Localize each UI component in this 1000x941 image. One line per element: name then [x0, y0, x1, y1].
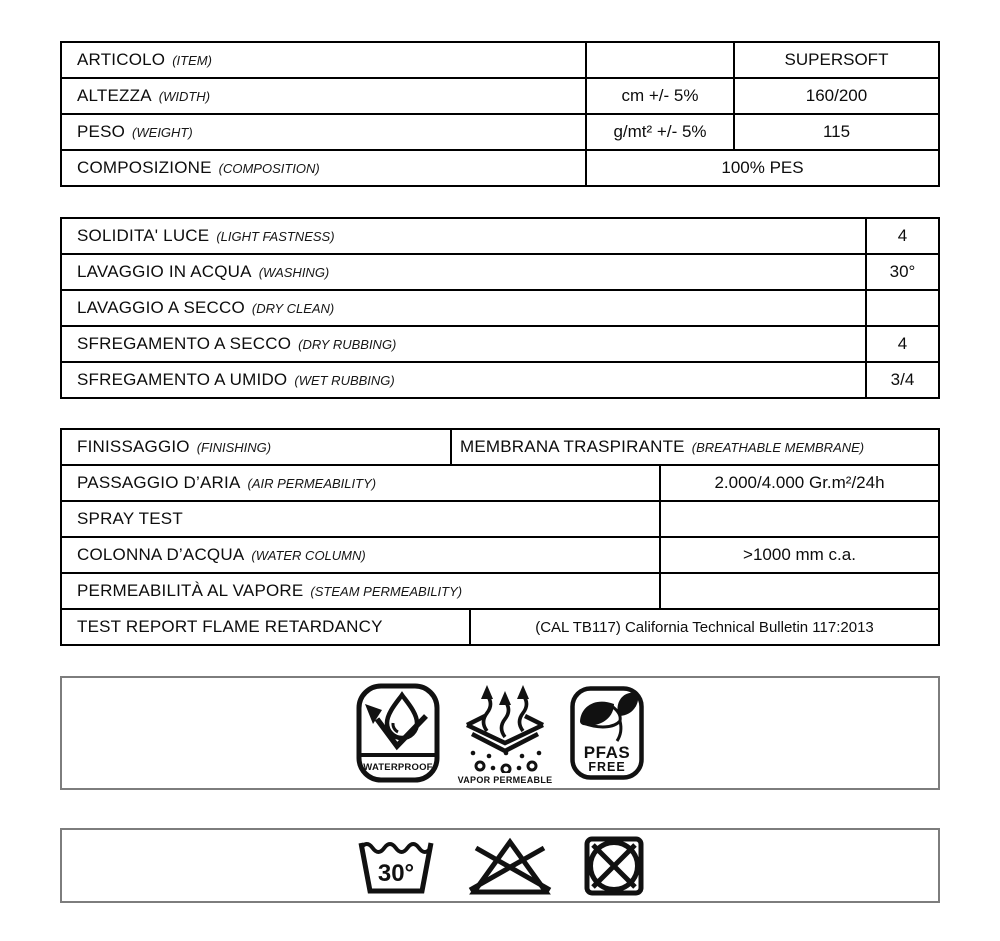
vapor-permeable-label: VAPOR PERMEABLE: [457, 775, 553, 785]
leaf-icon: [580, 692, 638, 741]
table-row: [62, 430, 938, 464]
row-label-cell: [62, 363, 865, 397]
row-label: SPRAY TEST: [77, 509, 183, 528]
do-not-bleach-icon: [466, 835, 554, 897]
row-sublabel: (DRY CLEAN): [251, 300, 335, 316]
row-sublabel: (DRY RUBBING): [298, 336, 397, 352]
spec-table-fastness: [60, 217, 940, 399]
row-sublabel: (STEAM PERMEABILITY): [310, 583, 463, 599]
wash-temperature-label: 30°: [377, 859, 415, 887]
row-label-cell: [62, 219, 865, 253]
row-label-cell: [62, 610, 469, 644]
row-unit: [585, 43, 733, 77]
table-row: [62, 325, 938, 361]
row-value: (CAL TB117) California Technical Bulletin 117:2013: [469, 610, 938, 644]
row-label: FINISSAGGIO: [77, 437, 190, 456]
row-label: SFREGAMENTO A UMIDO: [77, 370, 288, 389]
waterproof-icon: [355, 682, 441, 784]
pfas-label-line1: PFAS: [584, 743, 631, 762]
row-sublabel: (WIDTH): [158, 88, 211, 104]
vapor-permeable-badge: [458, 681, 553, 785]
row-label-cell: [62, 466, 659, 500]
row-sublabel: (FINISHING): [196, 439, 272, 455]
row-label-cell: [62, 327, 865, 361]
row-label: SFREGAMENTO A SECCO: [77, 334, 292, 353]
row-label: SOLIDITA' LUCE: [77, 226, 210, 245]
row-label: LAVAGGIO A SECCO: [77, 298, 245, 317]
row-label-cell: [62, 430, 450, 464]
row-value: 4: [865, 327, 938, 361]
row-label: ALTEZZA: [77, 86, 152, 105]
row-label: COLONNA D’ACQUA: [77, 545, 245, 564]
table-row: [62, 113, 938, 149]
table-row: [62, 43, 938, 77]
table-row: [62, 572, 938, 608]
row-sublabel: (WET RUBBING): [294, 372, 395, 388]
row-sublabel: (WASHING): [258, 264, 330, 280]
table-row: [62, 608, 938, 644]
row-value: [865, 291, 938, 325]
row-value: MEMBRANA TRASPIRANTE: [460, 437, 685, 456]
table-row: [62, 77, 938, 113]
table-row: [62, 536, 938, 572]
row-label: COMPOSIZIONE: [77, 158, 212, 177]
row-label: PESO: [77, 122, 126, 141]
row-value: 3/4: [865, 363, 938, 397]
care-symbols-box: [60, 828, 940, 903]
table-row: [62, 149, 938, 185]
row-label-cell: [62, 574, 659, 608]
waterproof-label: WATERPROOF: [362, 762, 433, 773]
row-sublabel: (AIR PERMEABILITY): [247, 475, 377, 491]
table-row: [62, 361, 938, 397]
row-value: >1000 mm c.a.: [659, 538, 938, 572]
spec-table-general: [60, 41, 940, 187]
row-label: TEST REPORT FLAME RETARDANCY: [77, 617, 383, 636]
row-sublabel: (WEIGHT): [132, 124, 193, 140]
row-label-cell: [62, 255, 865, 289]
bounce-arrow-icon: [365, 704, 426, 746]
row-value: [659, 574, 938, 608]
row-unit: g/mt² +/- 5%: [585, 115, 733, 149]
wash-30-icon: [354, 835, 438, 897]
row-value-cell: [450, 430, 938, 464]
table-row: [62, 253, 938, 289]
row-value: 4: [865, 219, 938, 253]
row-label: ARTICOLO: [77, 50, 166, 69]
waterproof-badge: [355, 682, 441, 784]
table-row: [62, 500, 938, 536]
table-row: [62, 464, 938, 500]
row-value: 30°: [865, 255, 938, 289]
row-label: PASSAGGIO D’ARIA: [77, 473, 241, 492]
row-value: SUPERSOFT: [733, 43, 938, 77]
row-label: LAVAGGIO IN ACQUA: [77, 262, 252, 281]
spec-table-finishing: [60, 428, 940, 646]
row-sublabel: (WATER COLUMN): [251, 547, 366, 563]
do-not-tumble-dry-icon: [582, 834, 646, 898]
table-row: [62, 289, 938, 325]
moisture-dots-icon: [471, 751, 542, 773]
row-sublabel: (COMPOSITION): [218, 160, 320, 176]
row-label-cell: [62, 502, 659, 536]
row-value: 2.000/4.000 Gr.m²/24h: [659, 466, 938, 500]
row-label-cell: [62, 291, 865, 325]
table-row: [62, 219, 938, 253]
vapor-permeable-icon: [459, 681, 551, 773]
row-sublabel: (ITEM): [172, 52, 212, 68]
row-value: [659, 502, 938, 536]
row-label-cell: [62, 151, 585, 185]
row-value: 115: [733, 115, 938, 149]
row-label-cell: [62, 115, 585, 149]
feature-badges-box: [60, 676, 940, 790]
row-value-sublabel: (BREATHABLE MEMBRANE): [691, 439, 865, 455]
row-label-cell: [62, 538, 659, 572]
pfas-label-line2: FREE: [588, 760, 627, 774]
row-label-cell: [62, 43, 585, 77]
steam-arrows-icon: [481, 685, 529, 737]
pfas-free-icon: [569, 685, 645, 781]
pfas-free-badge: [569, 685, 645, 781]
row-value: 160/200: [733, 79, 938, 113]
row-label: PERMEABILITÀ AL VAPORE: [77, 581, 304, 600]
row-label-cell: [62, 79, 585, 113]
row-value: 100% PES: [585, 151, 938, 185]
row-sublabel: (LIGHT FASTNESS): [216, 228, 335, 244]
row-unit: cm +/- 5%: [585, 79, 733, 113]
